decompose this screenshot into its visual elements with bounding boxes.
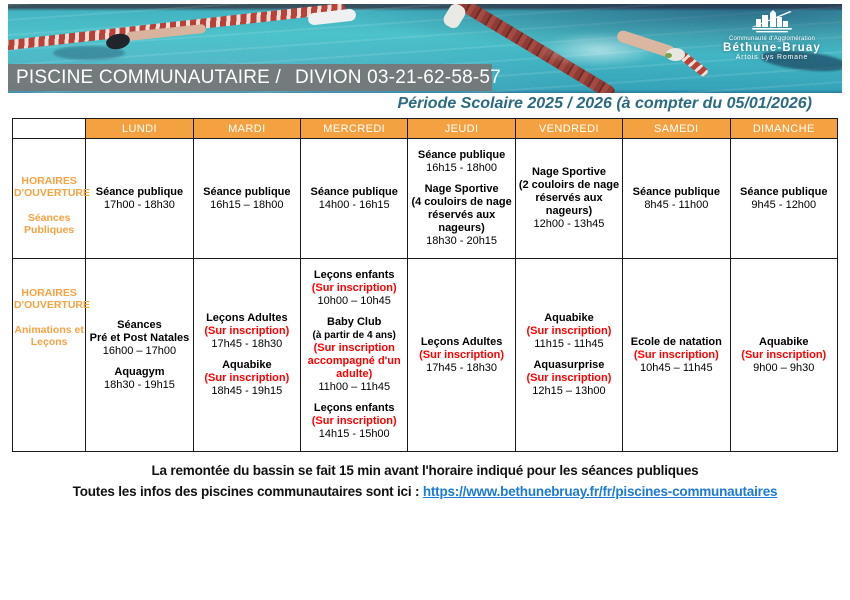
cell-line: 14h15 - 15h00 <box>318 428 390 440</box>
schedule-row <box>13 259 838 452</box>
schedule-cell-mardi <box>193 259 300 452</box>
cell-line: (Sur inscription) <box>204 325 290 337</box>
agglo-logo <box>712 9 832 61</box>
schedule-cell-mercredi <box>301 139 408 259</box>
pool-photo <box>8 4 842 93</box>
schedule-row <box>13 139 838 259</box>
row-label-title: HORAIRES D'OUVERTURE <box>14 175 91 199</box>
cell-line: 9h00 – 9h30 <box>753 361 815 374</box>
cell-line: 18h30 - 19h15 <box>103 378 175 391</box>
schedule-cell-vendredi <box>515 259 622 452</box>
cell-spacer <box>517 351 621 359</box>
cell-line: (Sur inscription) <box>741 348 827 361</box>
cell-line: Ecole de natation <box>630 335 722 348</box>
logo-skyline-icon <box>750 9 794 35</box>
cell-line: (Sur inscription) <box>419 348 505 361</box>
schedule-cell-jeudi <box>408 139 515 259</box>
cell-line: (Sur inscription) <box>633 348 719 361</box>
schedule-cell-dimanche <box>730 139 837 259</box>
cell-line: 10h00 – 10h45 <box>317 295 391 307</box>
cell-line: Leçons Adultes <box>420 335 503 348</box>
schedule-table <box>12 118 838 452</box>
cell-spacer <box>302 394 406 402</box>
cell-line: Aquasurprise <box>533 359 605 371</box>
piscines-link[interactable]: https://www.bethunebruay.fr/fr/piscines-communautaires <box>422 484 778 499</box>
footer-info-prefix: Toutes les infos des piscines communautaires sont ici : <box>72 484 423 499</box>
cell-line: Pré et Post Natales <box>89 331 190 344</box>
cell-line: 17h00 - 18h30 <box>103 198 175 211</box>
title-bar <box>8 64 501 91</box>
row-label <box>13 139 91 259</box>
schedule-cell-mercredi <box>301 259 408 452</box>
cell-line: 16h15 - 18h00 <box>426 162 498 174</box>
cell-spacer <box>195 351 299 359</box>
schedule-cell-samedi <box>623 139 730 259</box>
cell-line: 12h00 - 13h45 <box>533 218 605 230</box>
cell-line: Nage Sportive <box>531 166 606 178</box>
cell-line: Séance publique <box>203 185 291 198</box>
day-header-dimanche: DIMANCHE <box>730 119 837 139</box>
cell-line: Séance publique <box>632 185 721 198</box>
cell-line: 8h45 - 11h00 <box>644 198 709 211</box>
footer-info-line <box>0 481 850 502</box>
lane-rope-middle-float <box>441 4 468 31</box>
cell-line: 17h45 - 18h30 <box>211 338 283 350</box>
day-header-mercredi: MERCREDI <box>301 119 408 139</box>
cell-line: (Sur inscription) <box>311 282 397 294</box>
pool-location-phone: DIVION 03-21-62-58-57 <box>295 66 501 88</box>
cell-line: Baby Club <box>327 316 382 328</box>
schedule-cell-mardi <box>193 139 300 259</box>
footer <box>0 460 850 502</box>
schedule-cell-lundi <box>86 139 193 259</box>
row-label-subtitle: Animations et Leçons <box>14 324 84 348</box>
cell-line: 18h45 - 19h15 <box>211 385 283 397</box>
row-label <box>13 259 91 452</box>
schedule-cell-lundi <box>86 259 193 452</box>
cell-line: (Sur inscription) <box>526 372 612 384</box>
cell-line: Aquabike <box>759 335 809 348</box>
row-label-subtitle: Séances Publiques <box>24 212 75 236</box>
cell-line: 16h00 – 17h00 <box>102 344 177 357</box>
cell-line: (4 couloirs de nage réservés aux nageurs) <box>411 196 512 234</box>
cell-line: Séance publique <box>95 185 184 198</box>
cell-line: Séances <box>117 318 162 331</box>
cell-line: 9h45 - 12h00 <box>751 198 817 211</box>
cell-line: Nage Sportive <box>424 183 499 195</box>
schedule-cell-samedi <box>623 259 730 452</box>
cell-line: (2 couloirs de nage réservés aux nageurs) <box>518 179 620 217</box>
cell-line: 12h15 – 13h00 <box>532 385 606 397</box>
cell-line: Séance publique <box>740 185 828 198</box>
cell-line: Aquagym <box>114 365 165 378</box>
schedule-cell-vendredi <box>515 139 622 259</box>
cell-line: Leçons enfants <box>313 269 395 281</box>
cell-line: Leçons Adultes <box>206 312 288 324</box>
day-header-jeudi: JEUDI <box>408 119 515 139</box>
cell-line: 18h30 - 20h15 <box>426 235 498 247</box>
table-corner-cell <box>13 119 86 139</box>
cell-spacer <box>409 175 513 183</box>
day-header-vendredi: VENDREDI <box>515 119 622 139</box>
logo-line-bethune-bruay: Béthune-Bruay <box>722 42 822 54</box>
cell-line: Aquabike <box>222 359 272 371</box>
swimmer-right-goggles <box>665 53 672 58</box>
cell-line: Séance publique <box>310 185 398 198</box>
cell-line: (Sur inscription) <box>204 372 290 384</box>
cell-line: 17h45 - 18h30 <box>426 361 498 374</box>
logo-line-artois: Artois Lys Romane <box>735 54 809 61</box>
day-header-lundi: LUNDI <box>86 119 193 139</box>
cell-line: (Sur inscription) <box>311 415 397 427</box>
cell-line: 16h15 – 18h00 <box>210 198 284 211</box>
cell-line: 11h15 - 11h45 <box>534 338 604 350</box>
schedule-cell-jeudi <box>408 259 515 452</box>
cell-line: Leçons enfants <box>313 402 395 414</box>
row-label-gap <box>14 311 84 324</box>
footer-note: La remontée du bassin se fait 15 min avant l'horaire indiqué pour les séances publiques <box>151 463 699 478</box>
period-subtitle: Période Scolaire 2025 / 2026 (à compter du 05/01/2026) <box>397 95 812 112</box>
cell-spacer <box>87 358 191 366</box>
logo-line-agglomeration: Communauté d'Agglomération <box>728 36 816 42</box>
cell-line: (Sur inscription) <box>526 325 612 337</box>
cell-line: Aquabike <box>544 312 594 324</box>
cell-line: Séance publique <box>417 149 506 161</box>
pool-title: PISCINE COMMUNAUTAIRE / <box>16 66 281 88</box>
row-label-gap <box>14 199 84 212</box>
cell-spacer <box>302 308 406 316</box>
cell-line: (à partir de 4 ans) <box>312 330 396 341</box>
cell-line: (Sur inscription accompagné d'un adulte) <box>307 342 401 380</box>
schedule-cell-dimanche <box>730 259 837 452</box>
day-header-samedi: SAMEDI <box>623 119 730 139</box>
cell-line: 14h00 - 16h15 <box>318 198 390 211</box>
row-label-title: HORAIRES D'OUVERTURE <box>14 287 91 311</box>
cell-line: 11h00 – 11h45 <box>318 381 391 393</box>
cell-line: 10h45 – 11h45 <box>640 361 713 374</box>
schedule-table-grid <box>12 118 838 452</box>
day-header-mardi: MARDI <box>193 119 300 139</box>
